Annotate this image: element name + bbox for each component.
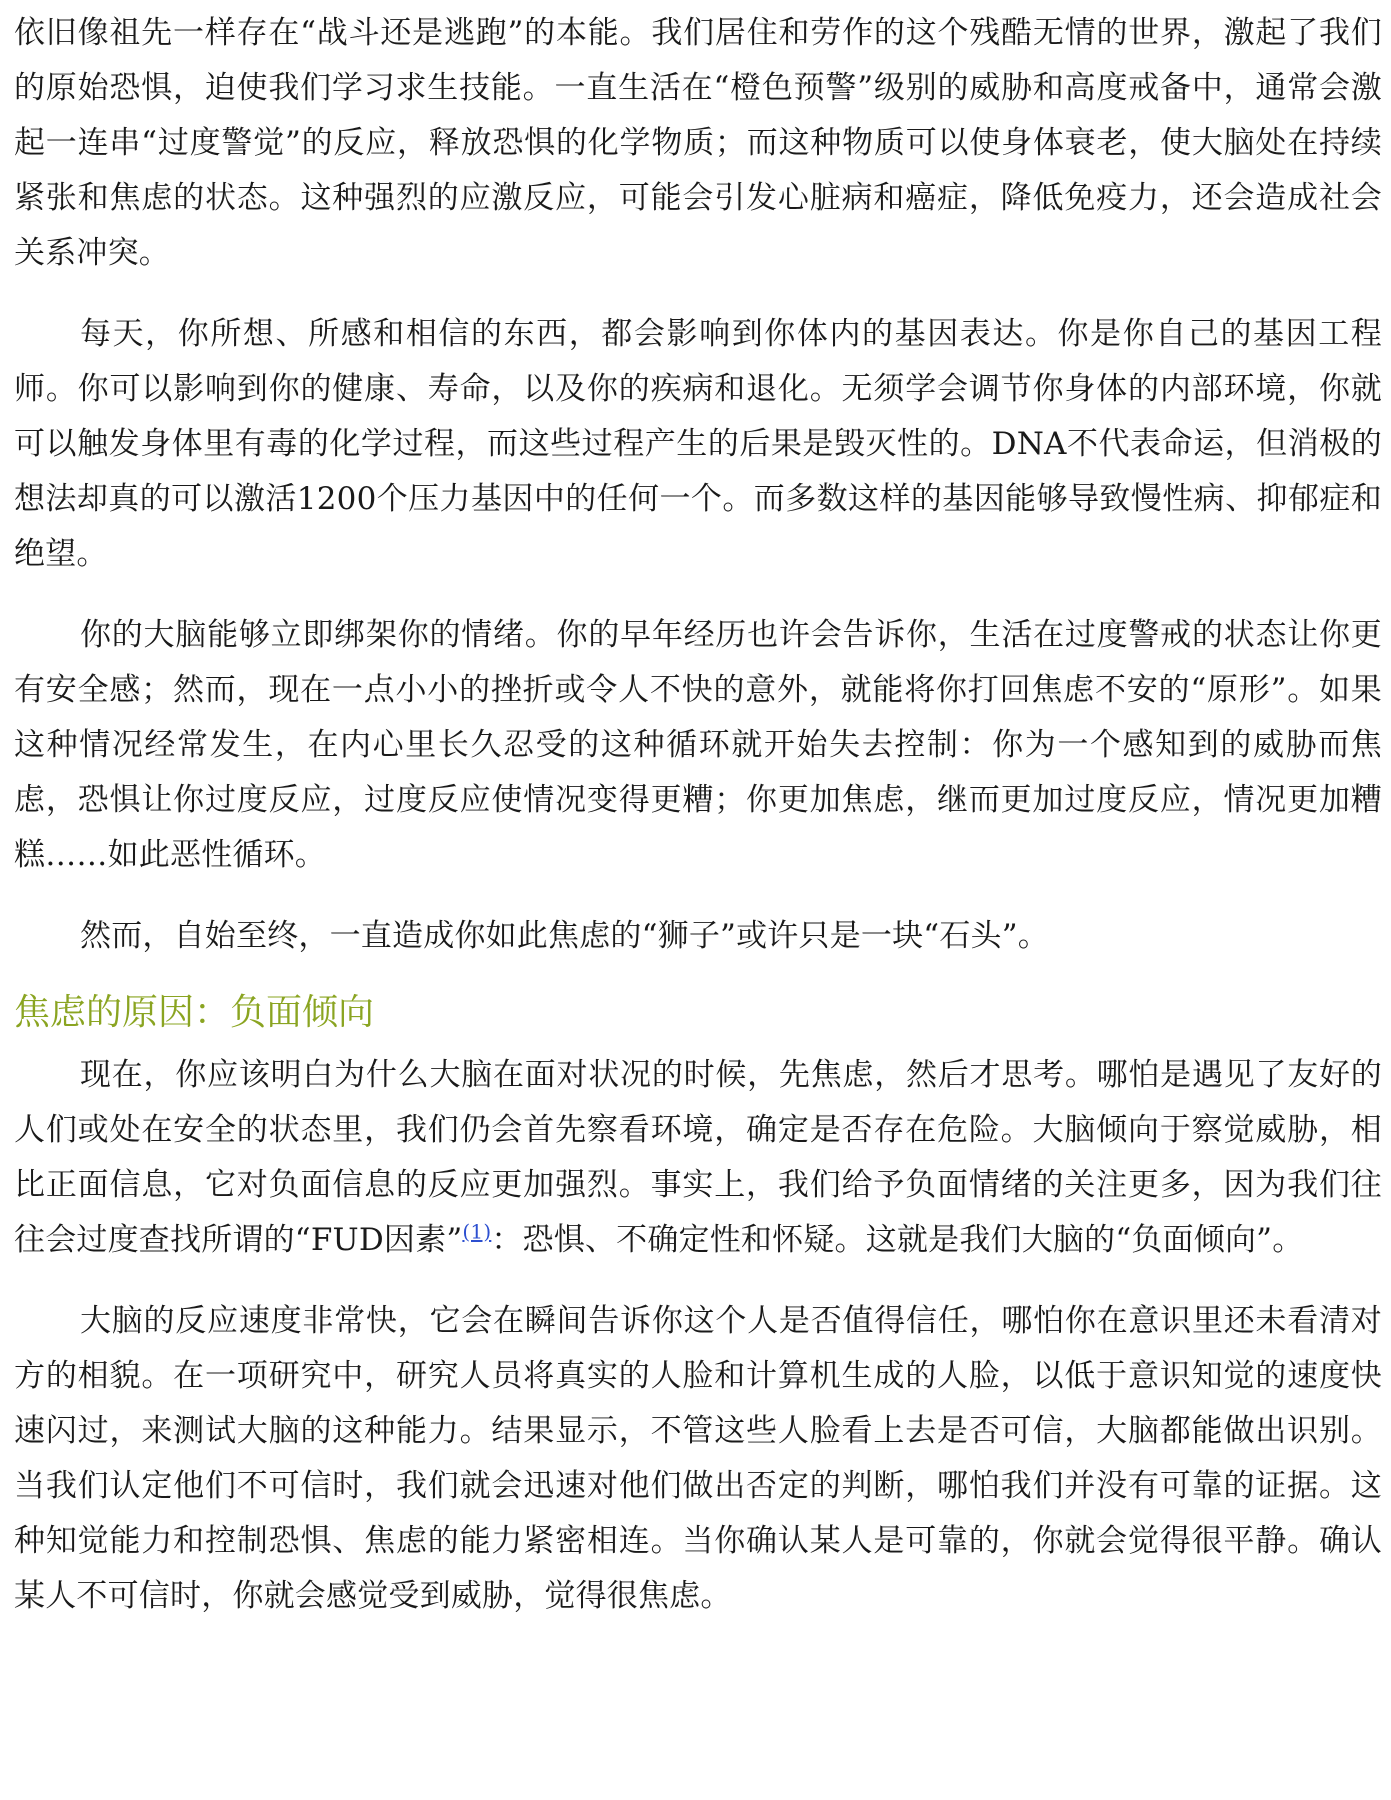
paragraph-negativity-bias-after: ：恐惧、不确定性和怀疑。这就是我们大脑的“负面倾向”。 xyxy=(491,1222,1304,1258)
paragraph-lion-or-stone: 然而，自始至终，一直造成你如此焦虑的“狮子”或许只是一块“石头”。 xyxy=(80,918,1049,954)
paragraph-negativity-bias-before: 现在，你应该明白为什么大脑在面对状况的时候，先焦虑，然后才思考。哪怕是遇见了友好的人们或处在安全的状态里，我们仍会首先察看环境，确定是否存在危险。大脑倾向于察觉威胁，相比正面信息，它对负面信息的反应更加强烈。事实上，我们给予负面情绪的关注更多，因为我们往往会过度查找所谓的“FUD因素” xyxy=(14,1057,1382,1258)
footnote-link[interactable]: (1) xyxy=(462,1219,492,1244)
document-page xyxy=(14,6,1382,1624)
paragraph-emotion-hijack: 你的大脑能够立即绑架你的情绪。你的早年经历也许会告诉你，生活在过度警戒的状态让你更有安全感；然而，现在一点小小的挫折或令人不快的意外，就能将你打回焦虑不安的“原形”。如果这种情况经常发生，在内心里长久忍受的这种循环就开始失去控制：你为一个感知到的威胁而焦虑，恐惧让你过度反应，过度反应使情况变得更糟；你更加焦虑，继而更加过度反应，情况更加糟糕……如此恶性循环。 xyxy=(14,617,1382,873)
paragraph-face-trust-study: 大脑的反应速度非常快，它会在瞬间告诉你这个人是否值得信任，哪怕你在意识里还未看清对方的相貌。在一项研究中，研究人员将真实的人脸和计算机生成的人脸，以低于意识知觉的速度快速闪过，来测试大脑的这种能力。结果显示，不管这些人脸看上去是否可信，大脑都能做出识别。当我们认定他们不可信时，我们就会迅速对他们做出否定的判断，哪怕我们并没有可靠的证据。这种知觉能力和控制恐惧、焦虑的能力紧密相连。当你确认某人是可靠的，你就会觉得很平静。确认某人不可信时，你就会感觉受到威胁，觉得很焦虑。 xyxy=(14,1303,1382,1614)
paragraph-negativity-bias xyxy=(14,1048,1382,1268)
paragraph-gene-expression: 每天，你所想、所感和相信的东西，都会影响到你体内的基因表达。你是你自己的基因工程师。你可以影响到你的健康、寿命，以及你的疾病和退化。无须学会调节你身体的内部环境，你就可以触发身体里有毒的化学过程，而这些过程产生的后果是毁灭性的。DNA不代表命运，但消极的想法却真的可以激活1200个压力基因中的任何一个。而多数这样的基因能够导致慢性病、抑郁症和绝望。 xyxy=(14,316,1382,572)
section-heading: 焦虑的原因：负面倾向 xyxy=(14,992,375,1033)
paragraph-fight-or-flight: 依旧像祖先一样存在“战斗还是逃跑”的本能。我们居住和劳作的这个残酷无情的世界，激起了我们的原始恐惧，迫使我们学习求生技能。一直生活在“橙色预警”级别的威胁和高度戒备中，通常会激起一连串“过度警觉”的反应，释放恐惧的化学物质；而这种物质可以使身体衰老，使大脑处在持续紧张和焦虑的状态。这种强烈的应激反应，可能会引发心脏病和癌症，降低免疫力，还会造成社会关系冲突。 xyxy=(14,15,1382,271)
